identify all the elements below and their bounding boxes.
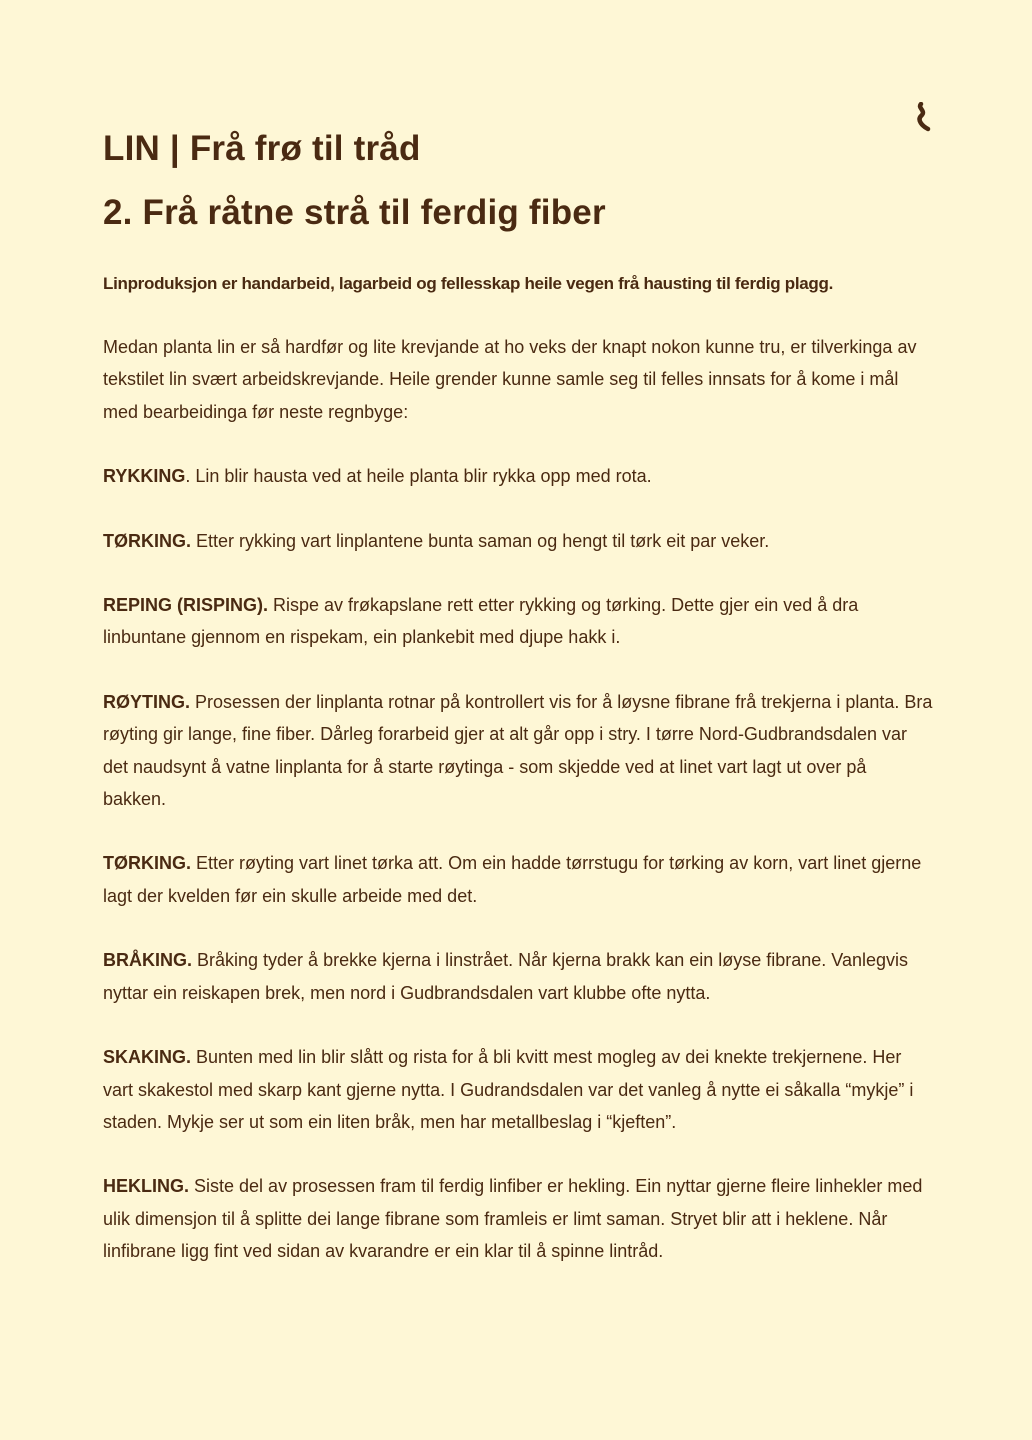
step-braking bbox=[103, 944, 933, 1009]
step-term: TØRKING. bbox=[103, 853, 191, 874]
step-skaking bbox=[103, 1041, 933, 1138]
step-term: REPING (RISPING). bbox=[103, 595, 269, 616]
step-torking-1 bbox=[103, 525, 933, 557]
document-title: LIN | Frå frø til tråd bbox=[103, 129, 421, 168]
step-text: Rispe av frøkapslane rett etter rykking og tørking. Dette gjer ein ved å dra linbuntane gjennom en rispekam, ein plankebit med djupe hakk i. bbox=[103, 595, 859, 648]
step-rykking bbox=[103, 460, 933, 492]
step-torking-2 bbox=[103, 847, 933, 912]
step-term: BRÅKING. bbox=[103, 950, 192, 971]
step-term: RØYTING. bbox=[103, 691, 191, 712]
step-term: RYKKING bbox=[103, 466, 186, 487]
intro-paragraph: Medan planta lin er så hardfør og lite krevjande at ho veks der knapt nokon kunne tru, er tilverkinga av tekstilet lin svært arbeidskrevjande. Heile grender kunne samle seg til felles innsats for å kome i mål med bearbeidinga før neste regnbyge: bbox=[103, 337, 917, 422]
step-hekling bbox=[103, 1170, 933, 1267]
document-page bbox=[103, 127, 933, 1268]
step-text: Bråking tyder å brekke kjerna i linstrået. Når kjerna brakk kan ein løyse fibrane. Vanlegvis nyttar ein reiskapen brek, men nord i Gudbrandsdalen vart klubbe ofte nytta. bbox=[103, 950, 908, 1003]
lead-paragraph: Linproduksjon er handarbeid, lagarbeid og fellesskap heile vegen frå hausting til ferdig plagg. bbox=[103, 274, 834, 293]
step-text: Bunten med lin blir slått og rista for å bli kvitt mest mogleg av dei knekte trekjernene. Her vart skakestol med skarp kant gjerne nytta. I Gudrandsdalen var det vanleg å nytte ei såkalla “mykje” i staden. Mykje ser ut som ein liten bråk, men har metallbeslag i “kjeften”. bbox=[103, 1047, 914, 1132]
step-term: SKAKING. bbox=[103, 1047, 192, 1068]
step-reping bbox=[103, 589, 933, 654]
step-text: Etter røyting vart linet tørka att. Om ein hadde tørrstugu for tørking av korn, vart linet gjerne lagt der kvelden før ein skulle arbeide med det. bbox=[103, 853, 922, 906]
step-term: TØRKING. bbox=[103, 530, 191, 551]
section-heading: 2. Frå råtne strå til ferdig fiber bbox=[103, 193, 606, 232]
step-text: . Lin blir hausta ved at heile planta blir rykka opp med rota. bbox=[185, 466, 652, 487]
step-text: Siste del av prosessen fram til ferdig linfiber er hekling. Ein nyttar gjerne fleire linhekler med ulik dimensjon til å splitte dei lange fibrane som framleis er limt saman. Stryet blir att i heklene. Når linfibrane ligg fint ved sidan av kvarandre er ein klar til å spinne lintråd. bbox=[103, 1176, 923, 1262]
step-term: HEKLING. bbox=[103, 1176, 190, 1197]
step-text: Etter rykking vart linplantene bunta saman og hengt til tørk eit par veker. bbox=[191, 530, 770, 551]
step-text: Prosessen der linplanta rotnar på kontrollert vis for å løysne fibrane frå trekjerna i planta. Bra røyting gir lange, fine fiber. Dårleg forarbeid gjer at alt går opp i stry. I tørre Nord-Gudbrandsdalen var det naudsynt å vatne linplanta for å starte røytinga - som skjedde ved at linet vart lagt ut over på bakken. bbox=[103, 691, 933, 810]
step-roeyting bbox=[103, 686, 933, 816]
